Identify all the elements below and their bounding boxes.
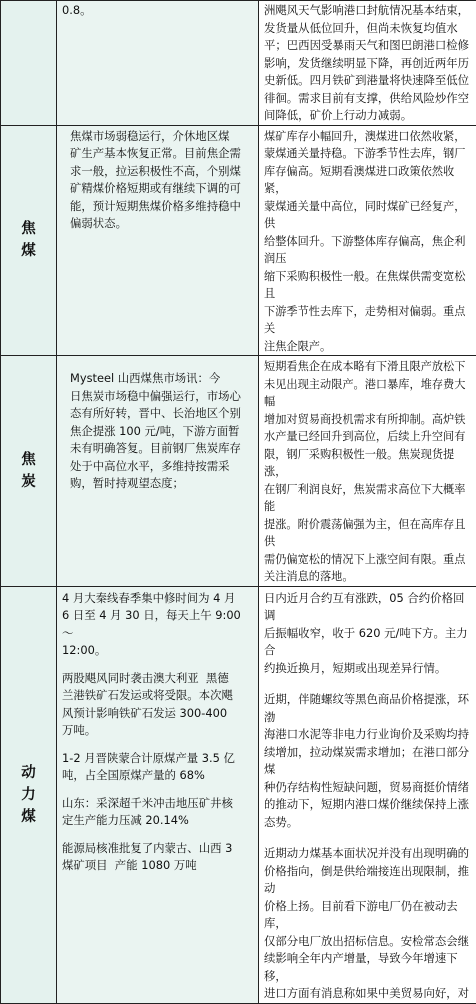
thermal-coal-news-cell xyxy=(57,586,259,1003)
row-label-empty xyxy=(1,1,57,126)
iron-ore-analysis-cell xyxy=(259,1,476,126)
iron-ore-continued-row xyxy=(1,1,476,126)
iron-ore-market-cell xyxy=(57,1,259,126)
thermal-coal-analysis-cell xyxy=(259,586,476,1003)
thermal-coal-row xyxy=(1,586,476,1003)
coke-analysis-cell xyxy=(259,356,476,587)
coking-coal-market-cell xyxy=(57,125,259,356)
news-item: 1-2 月晋陕蒙合计原煤产量 3.5 亿 吨，占全国原煤产量的 68% xyxy=(62,750,252,785)
coke-label-cell xyxy=(1,356,57,587)
coke-analysis-text: 短期看焦企在成本略有下滑且限产放松下 未见出现主动限产。港口暴库，堆存费大幅 增加对贸易商投机需求有所抑制。高炉铁 水产量已经回升到高位，后续上升空间有 限，钢厂采购积极性一般。焦炭现货提涨， 在钢厂利润良好，焦炭需求高位下大概率能 提涨。附价震荡偏强为主，但在高库存且供 需仍偏宽松的情况下上涨空间有限。重点 关注消息的落地。 xyxy=(264,358,473,586)
iron-ore-analysis-text: 洲飓风天气影响港口封航情况基本结束， 发货量从低位回升，但尚未恢复均值水 平；巴西因受暴雨天气和图巴朗港口检修 影响，发货继续明显下降，再创近两年历 史新低。四月铁矿到港量将快速降至低位 徘徊。需求目前有支撑，供给风险炒作空 间降低，矿价上行动力减弱。 xyxy=(264,2,473,125)
analysis-paragraph: 近期动力煤基本面状况并没有出现明确的 价格指向，倒是供给端接连出现限制，推动 价格上扬。目前看下游电厂仍在被动去库， 仅部分电厂放出招标信息。安检常态会继 续影响全年内产增量，导致今年增速下移， 进口方面有消息称如果中美贸易向好，对 xyxy=(264,845,473,1003)
analysis-paragraph: 近期，伴随螺纹等黑色商品价格提涨，环渤 海港口水泥等非电力行业询价及采购均持 续增加，拉动煤炭需求增加；在港口部分煤 种仍存结构性短缺问题，贸易商挺价情绪 的推动下，短期内港口煤价继续保持上涨 态势。 xyxy=(264,691,473,831)
coking-coal-market-text: 焦煤市场弱稳运行，介休地区煤 矿生产基本恢复正常。目前焦企需 求一般，拉运积极性不高，个别煤 矿精煤价格短期或有继续下调的可 能，预计短期焦煤价格多维持稳中 偏弱状态。 xyxy=(62,128,252,233)
iron-ore-market-text: 0.8。 xyxy=(62,2,252,20)
news-item: 能源局核准批复了内蒙古、山西 3 煤矿项目 产能 1080 万吨 xyxy=(62,840,252,875)
thermal-coal-label: 动力煤 xyxy=(21,762,37,828)
coking-coal-row xyxy=(1,125,476,356)
coking-coal-label-cell xyxy=(1,125,57,356)
coke-market-cell xyxy=(57,356,259,587)
coking-coal-analysis-cell xyxy=(259,125,476,356)
analysis-paragraph: 日内近月合约互有涨跌，05 合约价格回调 后振幅收窄，收于 620 元/吨下方。主力合 约换近换月，短期或出现差异行情。 xyxy=(264,590,473,678)
coke-row xyxy=(1,356,476,587)
coking-coal-analysis-text: 煤矿库存小幅回升，澳煤进口依然收紧， 蒙煤通关量持稳。下游季节性去库，钢厂 库存偏高。短期看澳煤进口政策依然收紧， 蒙煤通关量中高位，同时煤矿已经复产，供 给整体回升。下游整体库存偏高，焦企利润压 缩下采购积极性一般。在焦煤供需变宽松且 下游季节性去库下，走势相对偏弱。重点关 注焦企限产。 xyxy=(264,128,473,356)
coke-label: 焦炭 xyxy=(21,449,37,493)
coke-market-text: Mysteel 山西煤焦市场讯：今 日焦炭市场稳中偏强运行，市场心 态有所好转，晋中、长治地区个别 焦企提涨 100 元/吨，下游方面暂 未有明确答复。目前钢厂焦炭库存 处于中高位水平，多维持按需采 购，暂时持观望态度； xyxy=(62,370,252,493)
news-item: 两股飓风同时袭击澳大利亚 黑德 兰港铁矿石发运或将受限。本次飓 风预计影响铁矿石发运 300-400 万吨。 xyxy=(62,670,252,740)
thermal-coal-label-cell xyxy=(1,586,57,1003)
news-item: 4 月大秦线春季集中修时间为 4 月 6 日至 4 月 30 日，每天上午 9:00～ 12:00。 xyxy=(62,590,252,660)
coking-coal-label: 焦煤 xyxy=(21,218,37,262)
news-item: 山东：采深超千米冲击地压矿井核 定生产能力压减 20.14% xyxy=(62,795,252,830)
